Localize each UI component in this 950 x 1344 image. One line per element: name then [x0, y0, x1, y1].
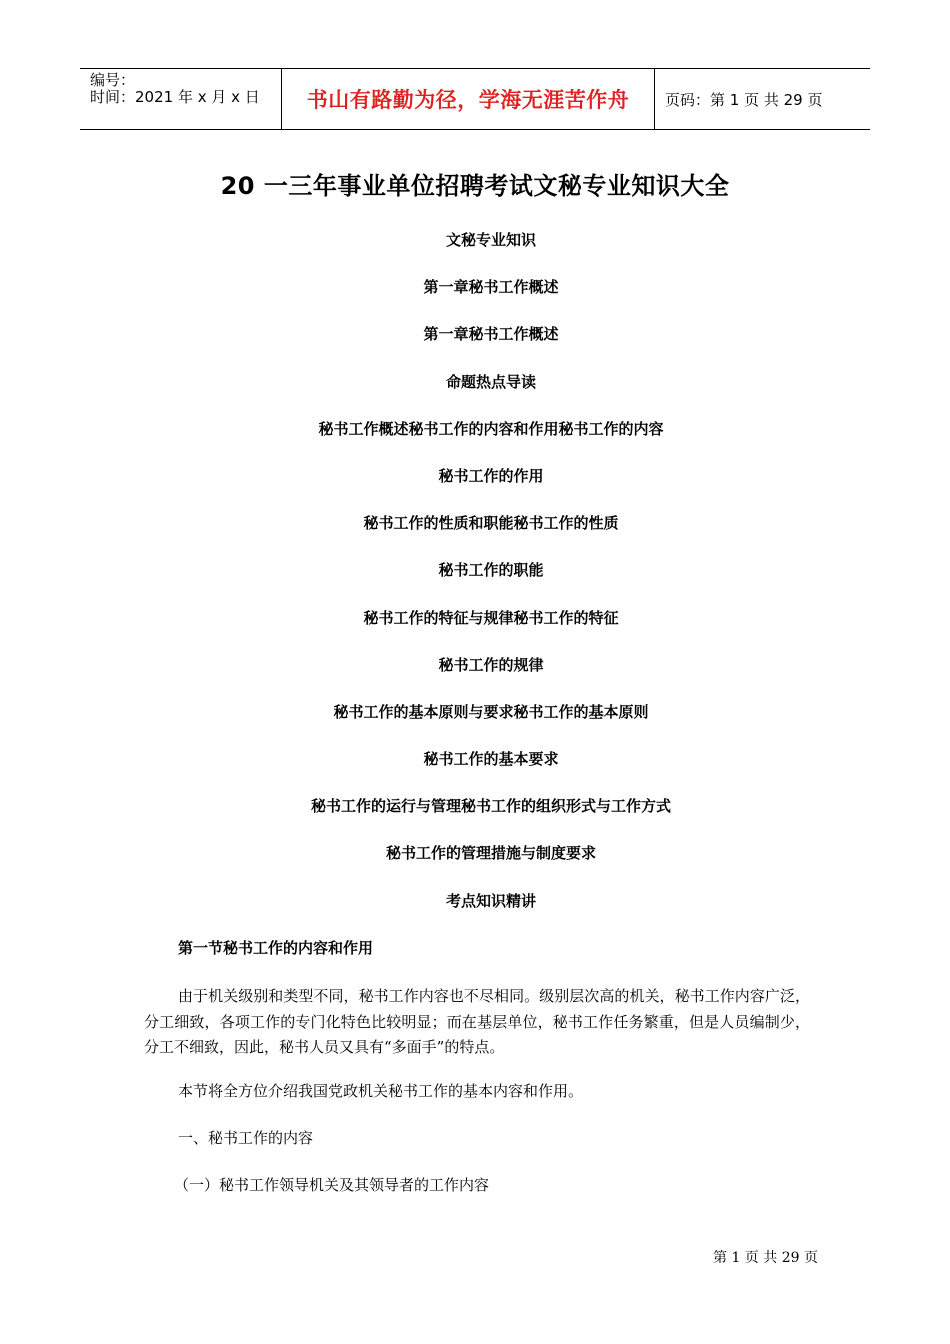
heading-item: 秘书工作的职能: [438, 561, 544, 580]
heading-item: 第一章秘书工作概述: [423, 278, 559, 297]
date-label: 时间：2021 年 x 月 x 日: [90, 88, 260, 106]
header-page-cell: [655, 69, 870, 129]
section-title: 第一节秘书工作的内容和作用: [178, 939, 374, 957]
heading-item: 秘书工作的性质和职能秘书工作的性质: [363, 514, 619, 533]
code-label: 编号：: [90, 71, 136, 89]
subheading-paragraph: 一、秘书工作的内容: [178, 1129, 314, 1147]
body-paragraph: 由于机关级别和类型不同，秘书工作内容也不尽相同。级别层次高的机关，秘书工作内容广泛，分工细致，各项工作的专门化特色比较明显；而在基层单位，秘书工作任务繁重，但是人员编制少，分工不细致，因此，秘书人员又具有“多面手”的特点。: [144, 987, 810, 1056]
heading-item: 考点知识精讲: [445, 891, 536, 910]
heading-item: 第一章秘书工作概述: [423, 325, 559, 344]
motto-text: 书山有路勤为径，学海无涯苦作舟: [306, 88, 630, 112]
heading-item: 秘书工作的管理措施与制度要求: [385, 844, 596, 863]
header-meta-cell: [80, 69, 281, 129]
heading-item: 文秘专业知识: [445, 231, 536, 249]
heading-item: 秘书工作的作用: [438, 466, 544, 485]
page-footer: 第 1 页 共 29 页: [713, 1250, 818, 1266]
document-header: [80, 68, 870, 130]
heading-item: 秘书工作的运行与管理秘书工作的组织形式与工作方式: [310, 797, 671, 816]
heading-list: [0, 228, 950, 936]
heading-item: 秘书工作的规律: [438, 655, 544, 674]
heading-item: 秘书工作的基本要求: [423, 750, 559, 769]
document-title: 20 一三年事业单位招聘考试文秘专业知识大全: [220, 172, 730, 200]
heading-item: 秘书工作概述秘书工作的内容和作用秘书工作的内容: [318, 419, 664, 438]
heading-item: 命题热点导读: [445, 372, 536, 391]
page-info: 页码：第 1 页 共 29 页: [665, 90, 823, 109]
heading-item: 秘书工作的特征与规律秘书工作的特征: [363, 608, 619, 627]
body-paragraph: 本节将全方位介绍我国党政机关秘书工作的基本内容和作用。: [178, 1082, 584, 1100]
header-motto-cell: [282, 69, 654, 129]
heading-item: 秘书工作的基本原则与要求秘书工作的基本原则: [333, 702, 649, 721]
subheading-paragraph: （一）秘书工作领导机关及其领导者的工作内容: [174, 1176, 490, 1194]
